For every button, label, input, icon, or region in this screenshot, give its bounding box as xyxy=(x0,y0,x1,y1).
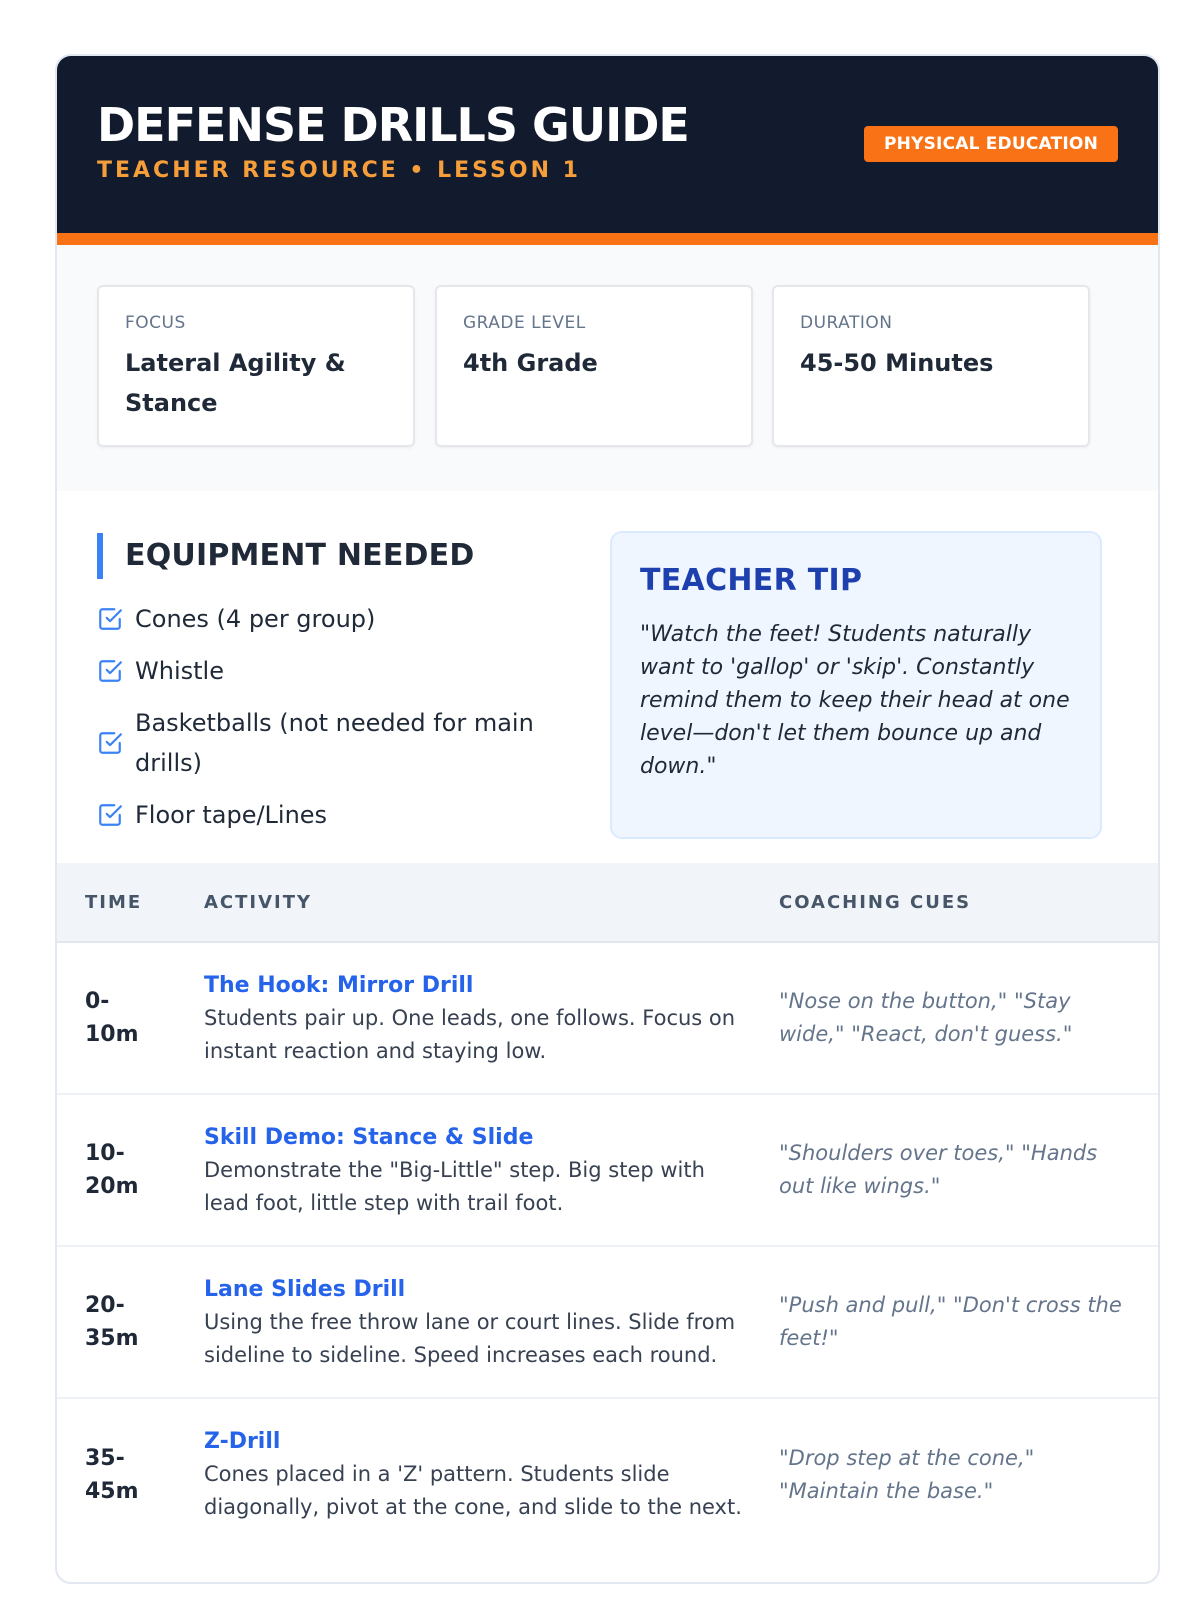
stat-label: FOCUS xyxy=(125,313,186,333)
check-square-icon xyxy=(97,730,123,756)
stat-grade-level xyxy=(435,285,753,447)
teacher-tip-heading: TEACHER TIP xyxy=(640,563,863,598)
equipment-list xyxy=(97,599,537,847)
stat-label: DURATION xyxy=(800,313,893,333)
table-row xyxy=(57,942,1158,1094)
stat-value: Lateral Agility & Stance xyxy=(125,349,346,417)
guide-card xyxy=(55,54,1160,1584)
header xyxy=(57,56,1158,245)
page-subtitle: TEACHER RESOURCE • LESSON 1 xyxy=(97,158,581,183)
subject-badge: PHYSICAL EDUCATION xyxy=(864,126,1118,162)
check-square-icon xyxy=(97,802,123,828)
table-header xyxy=(57,863,1158,942)
page-title: DEFENSE DRILLS GUIDE xyxy=(97,98,689,152)
stat-focus xyxy=(97,285,415,447)
activity-description: Using the free throw lane or court lines. Slide from sideline to sideline. Speed increases each round. xyxy=(204,1309,736,1367)
teacher-tip-text: "Watch the feet! Students naturally want to 'gallop' or 'skip'. Constantly remind them to keep their head at one level—don't let them bounce up and down." xyxy=(640,622,1070,779)
row-time: 20-35m xyxy=(85,1293,139,1351)
stat-label: GRADE LEVEL xyxy=(463,313,586,333)
activity-name: Z-Drill xyxy=(204,1429,281,1454)
coaching-cue: "Shoulders over toes," "Hands out like wings." xyxy=(779,1141,1098,1198)
equipment-heading: EQUIPMENT NEEDED xyxy=(97,533,474,579)
coaching-cue: "Push and pull," "Don't cross the feet!" xyxy=(779,1293,1122,1350)
list-item xyxy=(97,795,537,835)
equipment-item-label: Floor tape/Lines xyxy=(135,801,328,829)
coaching-cue: "Nose on the button," "Stay wide," "React, don't guess." xyxy=(779,989,1073,1046)
check-square-icon xyxy=(97,606,123,632)
stats-section xyxy=(57,245,1158,491)
schedule-table xyxy=(57,863,1158,1550)
list-item xyxy=(97,599,537,639)
row-time: 35-45m xyxy=(85,1445,139,1504)
middle-section xyxy=(57,491,1158,879)
stat-value: 45-50 Minutes xyxy=(800,349,994,377)
activity-name: The Hook: Mirror Drill xyxy=(204,972,474,998)
equipment-item-label: Basketballs (not needed for main drills) xyxy=(135,709,534,777)
list-item xyxy=(97,703,537,783)
table-row xyxy=(57,1246,1158,1398)
table-row xyxy=(57,1398,1158,1550)
equipment-item-label: Cones (4 per group) xyxy=(135,605,376,633)
column-header-activity: ACTIVITY xyxy=(204,863,779,942)
activity-description: Demonstrate the "Big-Little" step. Big step with lead foot, little step with trail foot. xyxy=(204,1157,705,1215)
activity-description: Students pair up. One leads, one follows. Focus on instant reaction and staying low. xyxy=(204,1005,736,1063)
teacher-tip-box xyxy=(610,531,1102,839)
column-header-cues: COACHING CUES xyxy=(779,863,1158,942)
stat-value: 4th Grade xyxy=(463,349,598,377)
check-square-icon xyxy=(97,658,123,684)
activity-name: Lane Slides Drill xyxy=(204,1276,406,1302)
coaching-cue: "Drop step at the cone," "Maintain the base." xyxy=(779,1445,1035,1503)
row-time: 10-20m xyxy=(85,1141,139,1199)
list-item xyxy=(97,651,537,691)
equipment-item-label: Whistle xyxy=(135,657,224,685)
activity-description: Cones placed in a 'Z' pattern. Students slide diagonally, pivot at the cone, and slide to the next. xyxy=(204,1462,742,1519)
table-row xyxy=(57,1094,1158,1246)
stat-duration xyxy=(772,285,1090,447)
column-header-time: TIME xyxy=(57,863,204,942)
row-time: 0-10m xyxy=(85,989,139,1047)
activity-name: Skill Demo: Stance & Slide xyxy=(204,1124,534,1150)
